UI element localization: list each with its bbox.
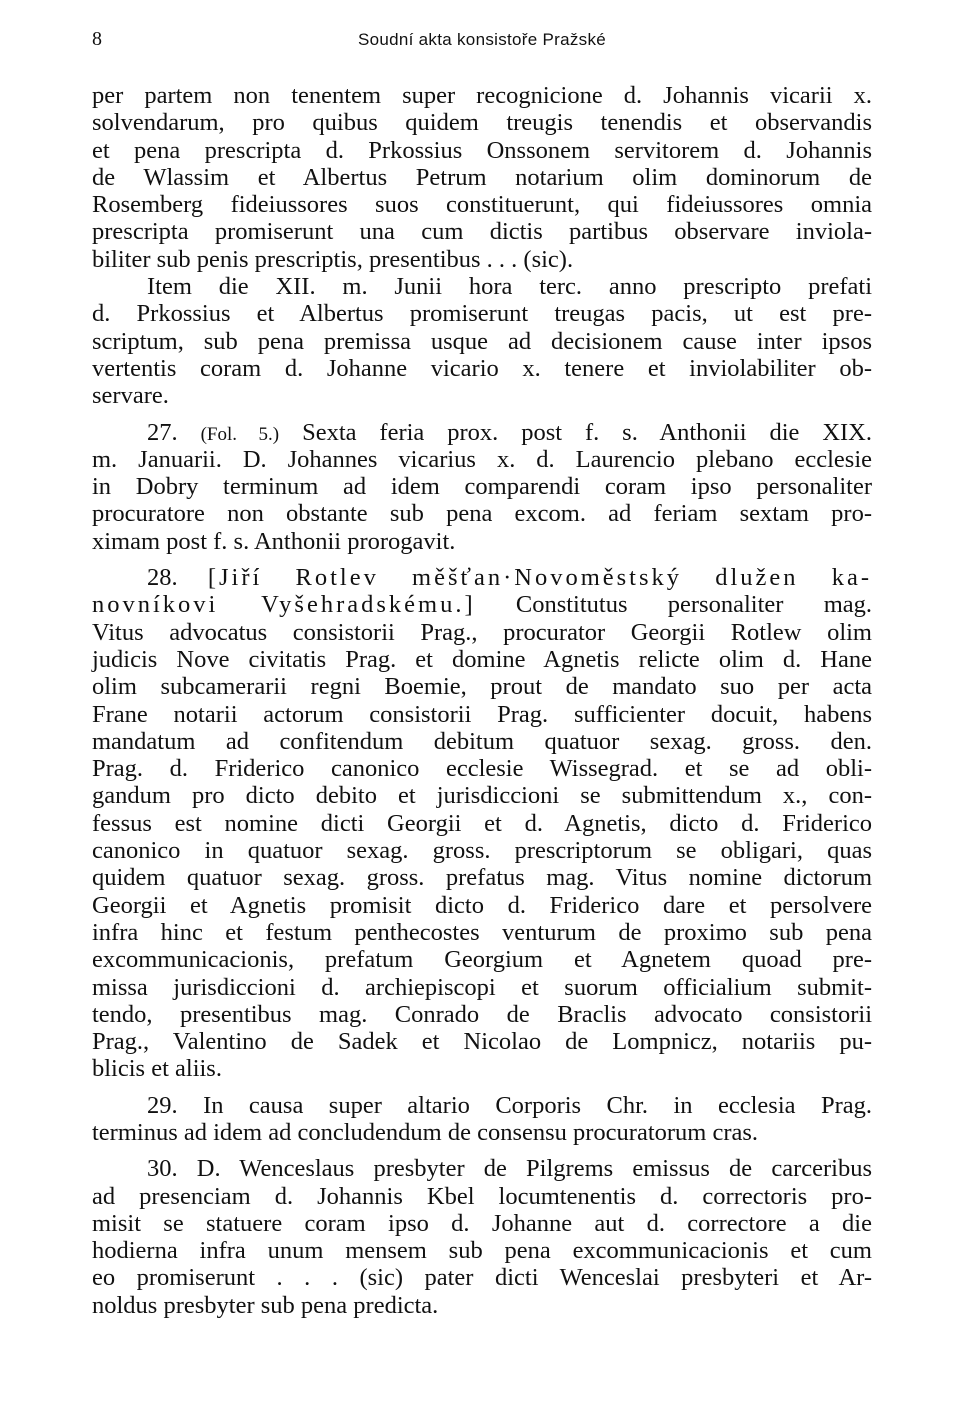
entry-heading-line: [92, 591, 872, 618]
text-line: blicis et aliis.: [92, 1055, 222, 1083]
text-line: missa jurisdiccioni d. archiepiscopi et suorum officialium submit-: [92, 973, 872, 1001]
paragraph-item-die-xii: [92, 273, 872, 409]
entry-27: [92, 419, 872, 555]
text-line: biliter sub penis prescriptis, presentibus . . . (sic).: [92, 245, 574, 273]
text-line: noldus presbyter sub pena predicta.: [92, 1291, 439, 1319]
paragraph-continuation: [92, 82, 872, 273]
text-line: m. Januarii. D. Johannes vicarius x. d. Laurencio plebano ecclesie: [92, 445, 872, 473]
running-title: Soudní akta konsistoře Pražské: [357, 30, 607, 49]
entry-first-line: [92, 564, 872, 591]
page-number: 8: [92, 28, 102, 50]
text-line: ximam post f. s. Anthonii prorogavit.: [92, 527, 456, 555]
text-line: Vitus advocatus consistorii Prag., procurator Georgii Rotlew olim: [92, 618, 872, 646]
text-line: Item die XII. m. Junii hora terc. anno prescripto prefati: [147, 273, 872, 301]
text-line: gandum pro dicto debito et jurisdiccioni se submittendum x., con-: [92, 782, 872, 810]
text-line: de Wlassim et Albertus Petrum notarium olim dominorum de: [92, 163, 872, 191]
text-line: 29. In causa super altario Corporis Chr. in ecclesia Prag.: [147, 1091, 872, 1119]
text-line: Prag., Valentino de Sadek et Nicolao de Lompnicz, notariis pu-: [92, 1028, 872, 1056]
document-body: [92, 82, 872, 1319]
text-line: servare.: [92, 382, 169, 410]
text-line: Georgii et Agnetis promisit dicto d. Friderico dare et persolvere: [92, 891, 872, 919]
text-line: ad presenciam d. Johannis Kbel locumtenentis d. correctoris pro-: [92, 1182, 872, 1210]
text-line: per partem non tenentem super recognicione d. Johannis vicarii x.: [92, 82, 872, 109]
entry-heading: [Jiří Rotlev měšťan·Novoměstský dlužen ka-: [207, 564, 872, 592]
text-line: canonico in quatuor sexag. gross. prescriptorum se obligari, quas: [92, 837, 872, 865]
text-line: mandatum ad confitendum debitum quatuor sexag. gross. den.: [92, 727, 872, 755]
text-line: prescripta promiserunt una cum dictis partibus observare inviola-: [92, 218, 872, 246]
text-line: in Dobry terminum ad idem comparendi coram ipso personaliter: [92, 473, 872, 501]
entry-first-line: [92, 419, 872, 446]
text-line: Frane notarii actorum consistorii Prag. sufficienter docuit, habens: [92, 700, 872, 728]
entry-text: Sexta feria prox. post f. s. Anthonii die XIX.: [302, 418, 873, 446]
text-line: eo promiserunt . . . (sic) pater dicti Wenceslai presbyteri et Ar-: [92, 1264, 872, 1292]
text-line: excommunicacionis, prefatum Georgium et Agnetem quoad pre-: [92, 946, 872, 974]
entry-29: [92, 1092, 872, 1147]
text-line: fessus est nomine dicti Georgii et d. Agnetis, dicto d. Friderico: [92, 809, 872, 837]
text-line: Rosemberg fideiussores suos constituerunt, qui fideiussores omnia: [92, 191, 872, 219]
text-line: d. Prkossius et Albertus promiserunt treugas pacis, ut est pre-: [92, 300, 872, 328]
text-line: solvendarum, pro quibus quidem treugis tenendis et observandis: [92, 109, 872, 137]
text-line: Prag. d. Friderico canonico ecclesie Wissegrad. et se ad obli-: [92, 755, 872, 783]
text-line: judicis Nove civitatis Prag. et domine Agnetis relicte olim d. Hane: [92, 645, 872, 673]
text-line: et pena prescripta d. Prkossius Onssonem servitorem d. Johannis: [92, 136, 872, 164]
text-line: procuratore non obstante sub pena excom. ad feriam sextam pro-: [92, 500, 872, 528]
page-header: [92, 28, 872, 54]
entry-28: [92, 564, 872, 1083]
text-line: vertentis coram d. Johanne vicario x. tenere et inviolabiliter ob-: [92, 354, 872, 382]
entry-number: 27.: [147, 418, 178, 446]
text-line: scriptum, sub pena premissa usque ad decisionem cause inter ipsos: [92, 327, 872, 355]
entry-number: 28.: [147, 564, 178, 592]
folio-reference: (Fol. 5.): [200, 423, 280, 445]
text-line: terminus ad idem ad concludendum de consensu procuratorum cras.: [92, 1118, 759, 1146]
entry-text: Constitutus personaliter mag.: [475, 591, 872, 619]
text-line: olim subcamerarii regni Boemie, prout de mandato suo per acta: [92, 673, 872, 701]
text-line: 30. D. Wenceslaus presbyter de Pilgrems emissus de carceribus: [147, 1155, 872, 1183]
text-line: misit se statuere coram ipso d. Johanne aut d. correctore a die: [92, 1209, 872, 1237]
text-line: hodierna infra unum mensem sub pena excommunicacionis et cum: [92, 1237, 872, 1265]
text-line: quidem quatuor sexag. gross. prefatus mag. Vitus nomine dictorum: [92, 864, 872, 892]
entry-30: [92, 1155, 872, 1319]
text-line: tendo, presentibus mag. Conrado de Braclis advocato consistorii: [92, 1000, 872, 1028]
text-line: infra hinc et festum penthecostes venturum de proximo sub pena: [92, 918, 872, 946]
entry-heading-continued: novníkovi Vyšehradskému.]: [92, 591, 476, 619]
